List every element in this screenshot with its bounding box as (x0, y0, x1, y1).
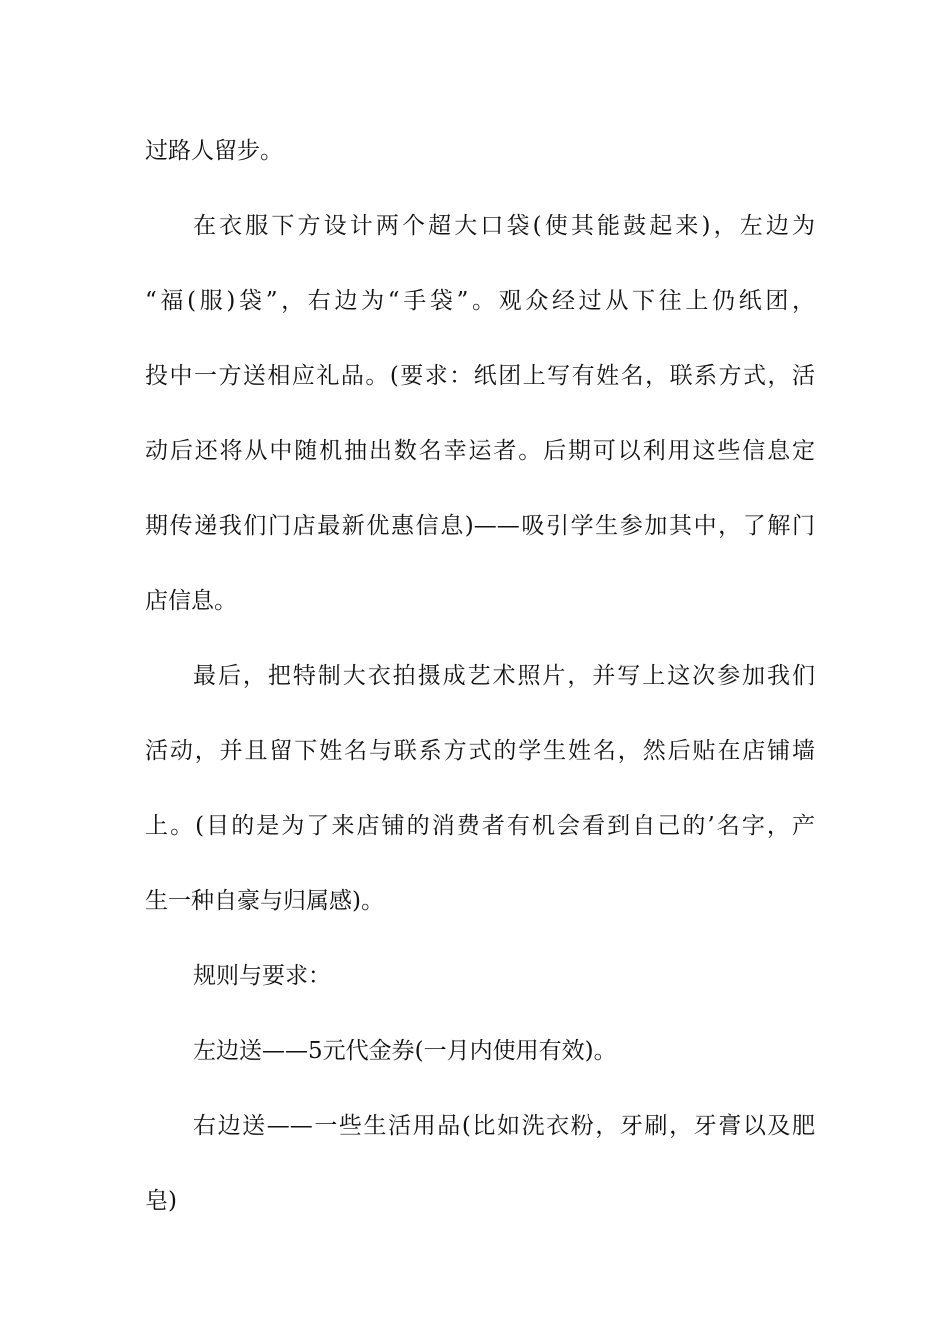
paragraph-2-line-2: “福(服)袋”，右边为“手袋”。观众经过从下往上仍纸团， (145, 288, 815, 314)
right-pocket-reward-line-2: 皂) (145, 1188, 177, 1214)
paragraph-3-line-1: 最后，把特制大衣拍摄成艺术照片，并写上这次参加我们 (193, 663, 815, 689)
paragraph-2-line-5: 期传递我们门店最新优惠信息)——吸引学生参加其中，了解门 (145, 513, 815, 539)
rules-heading: 规则与要求： (193, 963, 331, 989)
paragraph-1-line-1: 过路人留步。 (145, 138, 283, 164)
paragraph-2-line-1: 在衣服下方设计两个超大口袋(使其能鼓起来)，左边为 (193, 213, 815, 239)
right-pocket-reward-line-1: 右边送——一些生活用品(比如洗衣粉，牙刷，牙膏以及肥 (193, 1113, 815, 1139)
paragraph-2-line-4: 动后还将从中随机抽出数名幸运者。后期可以利用这些信息定 (145, 438, 815, 464)
paragraph-2-line-6: 店信息。 (145, 588, 237, 614)
paragraph-3-line-3: 上。(目的是为了来店铺的消费者有机会看到自己的’名字，产 (145, 813, 815, 839)
left-pocket-reward: 左边送——5元代金券(一月内使用有效)。 (193, 1038, 617, 1064)
paragraph-2-line-3: 投中一方送相应礼品。(要求：纸团上写有姓名，联系方式，活 (145, 363, 815, 389)
paragraph-3-line-2: 活动，并且留下姓名与联系方式的学生姓名，然后贴在店铺墙 (145, 738, 815, 764)
paragraph-3-line-4: 生一种自豪与归属感)。 (145, 888, 384, 914)
